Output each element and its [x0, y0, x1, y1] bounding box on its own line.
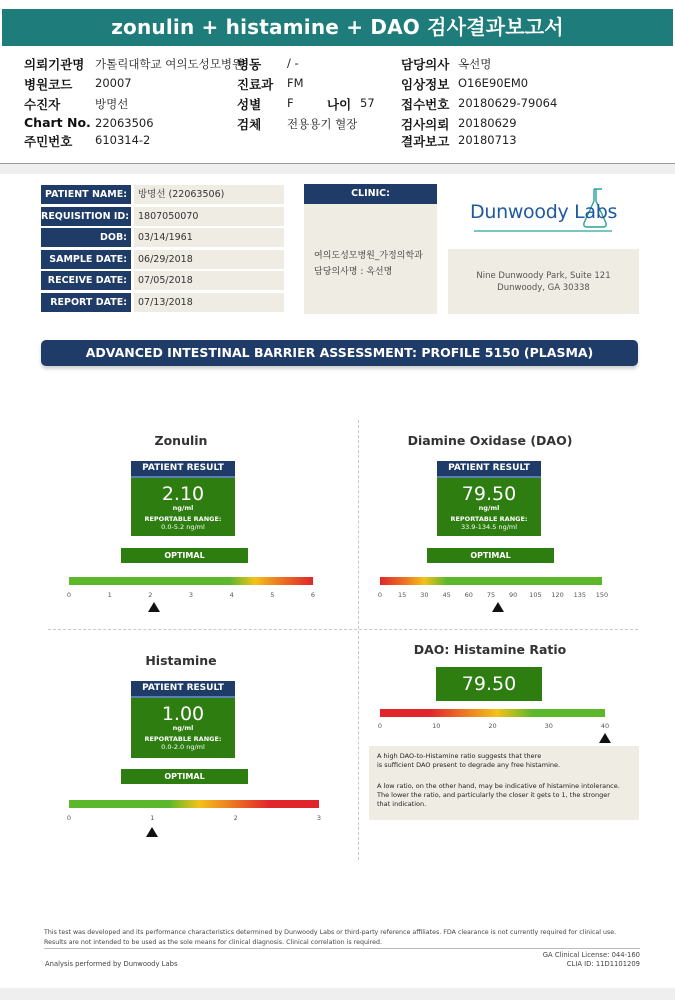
header-value-clinical-info: O16E90EM0: [458, 76, 529, 90]
histamine-tick-label: 1: [150, 814, 155, 822]
report-title: zonulin + histamine + DAO 검사결과보고서: [2, 9, 673, 46]
zonulin-title: Zonulin: [154, 433, 208, 448]
header-value-request-date: 20180629: [458, 116, 517, 130]
zonulin-tick-label: 1: [107, 591, 112, 599]
header-label-report-date: 결과보고: [401, 134, 450, 149]
header-label-specimen: 검체: [237, 117, 262, 132]
dao-tick-label: 150: [595, 591, 609, 599]
header-value-physician: 옥선명: [458, 57, 492, 71]
dao-tick-label: 15: [398, 591, 407, 599]
zonulin-tick-label: 3: [188, 591, 194, 599]
header-value-patient: 방명선: [95, 97, 129, 111]
header-label-department: 진료과: [237, 77, 274, 92]
panel-divider-horizontal: [48, 629, 638, 630]
zonulin-range: 0.0-5.2 ng/ml: [161, 523, 205, 531]
header-label-patient: 수진자: [24, 97, 61, 112]
clinic-physician: 담당의사명 : 옥선명: [314, 267, 393, 277]
zonulin-result-unit: ng/ml: [172, 504, 194, 512]
header-value-age: 57: [360, 96, 375, 110]
ratio-note-line: The lower the ratio, and particularly the closer it gets to 1, the stronger: [377, 791, 610, 799]
header-value-report-date: 20180713: [458, 133, 517, 147]
lab-address-line2: Dunwoody, GA 30338: [497, 283, 590, 293]
zonulin-status: OPTIMAL: [121, 548, 248, 563]
dao-tick-label: 45: [442, 591, 451, 599]
histamine-range: 0.0-2.0 ng/ml: [161, 743, 205, 751]
histamine-gauge-ticks: [66, 814, 322, 824]
histamine-result-unit: ng/ml: [172, 724, 194, 732]
patient-info-row: [41, 185, 284, 204]
ratio-result-value: 79.50: [461, 673, 517, 695]
footer-license: GA Clinical License: 044-160: [542, 951, 640, 959]
zonulin-tick-label: 2: [148, 591, 153, 599]
requisition-id-label: REQUISITION ID:: [41, 207, 131, 226]
ratio-tick-label: 30: [544, 722, 553, 730]
header-label-physician: 담당의사: [401, 57, 450, 72]
ratio-tick-label: 40: [600, 722, 610, 730]
header-label-ward: 병동: [237, 57, 262, 72]
footer-divider: [44, 948, 640, 949]
header-value-specimen: 전용용기 혈장: [287, 117, 358, 131]
zonulin-range-label: REPORTABLE RANGE:: [144, 515, 222, 523]
ratio-note-box: [369, 746, 639, 820]
dao-result-box: [437, 478, 541, 536]
histamine-marker: [146, 827, 158, 837]
zonulin-marker: [148, 602, 160, 612]
patient-info-row: [41, 228, 284, 247]
dob-value: 03/14/1961: [134, 228, 284, 247]
lab-logo: [468, 185, 618, 235]
ratio-tick-label: 10: [432, 722, 441, 730]
report-date-label: REPORT DATE:: [41, 293, 131, 312]
zonulin-result-box: [131, 478, 235, 536]
dao-title: Diamine Oxidase (DAO): [407, 433, 573, 448]
patient-info-row: [41, 293, 284, 312]
dao-status: OPTIMAL: [427, 548, 554, 563]
patient-name-label: PATIENT NAME:: [41, 185, 131, 204]
header-label-clinical-info: 임상정보: [401, 77, 450, 92]
dao-tick-label: 30: [420, 591, 429, 599]
dao-tick-label: 120: [551, 591, 564, 599]
ratio-note-line: A low ratio, on the other hand, may be indicative of histamine intolerance.: [377, 782, 620, 790]
ratio-title: DAO: Histamine Ratio: [413, 642, 567, 657]
zonulin-gauge-bar: [69, 577, 313, 585]
histamine-title: Histamine: [145, 653, 217, 668]
ratio-marker: [599, 733, 611, 743]
header-value-ward: / -: [287, 56, 299, 70]
histamine-tick-label: 2: [233, 814, 238, 822]
dao-result-label: PATIENT RESULT: [437, 461, 541, 478]
histamine-tick-label: 0: [66, 814, 72, 822]
header-value-hospital-code: 20007: [95, 76, 132, 90]
footer-clia: CLIA ID: 11D1101209: [566, 960, 640, 968]
header-value-receipt-no: 20180629-79064: [458, 96, 558, 110]
header-label-resident-no: 주민번호: [24, 134, 73, 149]
receive-date-value: 07/05/2018: [134, 271, 284, 290]
zonulin-tick-label: 0: [66, 591, 72, 599]
zonulin-result-value: 2.10: [161, 483, 205, 505]
ratio-gauge-bar: [380, 709, 605, 717]
clinic-box: [304, 204, 437, 314]
lab-address-line1: Nine Dunwoody Park, Suite 121: [476, 271, 611, 281]
histamine-gauge-bar: [69, 800, 319, 808]
patient-info-table: [41, 185, 284, 312]
dao-tick-label: 0: [377, 591, 383, 599]
dao-range-label: REPORTABLE RANGE:: [450, 515, 528, 523]
dao-tick-label: 75: [486, 591, 496, 599]
header-label-institution: 의뢰기관명: [24, 57, 85, 72]
dao-range: 33.9-134.5 ng/ml: [460, 523, 518, 531]
ratio-tick-label: 20: [488, 722, 497, 730]
page-bottom-band: [0, 988, 675, 1000]
histamine-tick-label: 3: [316, 814, 322, 822]
header-label-sex: 성별: [237, 97, 262, 112]
histamine-status: OPTIMAL: [121, 769, 248, 784]
clinic-label: CLINIC:: [304, 184, 437, 204]
patient-name-value: 방명선 (22063506): [134, 185, 284, 204]
patient-info-row: [41, 271, 284, 290]
patient-info-row: [41, 207, 284, 226]
dao-result-unit: ng/ml: [478, 504, 500, 512]
header-label-age: 나이: [327, 97, 352, 112]
dao-tick-label: 135: [573, 591, 587, 599]
histamine-result-value: 1.00: [161, 703, 205, 725]
panel-divider-vertical: [358, 420, 359, 860]
header-label-chart-no: Chart No.: [24, 115, 91, 130]
ratio-note-line: is sufficient DAO present to degrade any free histamine.: [377, 761, 561, 769]
ratio-result-box: [436, 667, 542, 701]
sample-date-value: 06/29/2018: [134, 250, 284, 269]
zonulin-tick-label: 4: [229, 591, 234, 599]
header-value-department: FM: [287, 76, 304, 90]
patient-info-row: [41, 250, 284, 269]
assessment-title: ADVANCED INTESTINAL BARRIER ASSESSMENT: PROFILE 5150 (PLASMA): [41, 340, 638, 366]
dao-tick-label: 60: [464, 591, 473, 599]
ratio-tick-label: 0: [377, 722, 383, 730]
section-band: [0, 164, 675, 174]
sample-date-label: SAMPLE DATE:: [41, 250, 131, 269]
dao-tick-label: 90: [509, 591, 518, 599]
dao-marker: [492, 602, 504, 612]
zonulin-gauge-ticks: [66, 591, 316, 601]
histamine-result-box: [131, 698, 235, 758]
header-value-resident-no: 610314-2: [95, 133, 151, 147]
requisition-id-value: 1807050070: [134, 207, 284, 226]
footer-disclaimer-line2: Results are not intended to be used as the sole means for clinical diagnosis. Clinical correlation is required.: [44, 939, 383, 946]
ratio-note-line: that indication.: [377, 800, 427, 808]
header-value-institution: 가톨릭대학교 여의도성모병원: [95, 57, 244, 71]
report-date-value: 07/13/2018: [134, 293, 284, 312]
zonulin-tick-label: 5: [270, 591, 275, 599]
footer-performed-by: Analysis performed by Dunwoody Labs: [45, 960, 178, 968]
footer-disclaimer-line1: This test was developed and its performance characteristics determined by Dunwoody Labs or third-party reference affiliates. FDA clearance is not currently required for clinical use.: [44, 929, 617, 936]
header-label-hospital-code: 병원코드: [24, 77, 73, 92]
dao-gauge-ticks: [377, 591, 609, 601]
histamine-result-label: PATIENT RESULT: [131, 681, 235, 698]
histamine-range-label: REPORTABLE RANGE:: [144, 735, 222, 743]
ratio-note-line: A high DAO-to-Histamine ratio suggests that there: [377, 752, 542, 760]
ratio-gauge-ticks: [377, 722, 610, 732]
header-value-sex: F: [287, 96, 294, 110]
clinic-department: 여의도성모병원_가정의학과: [314, 251, 423, 261]
header-label-request-date: 검사의뢰: [401, 117, 450, 132]
receive-date-label: RECEIVE DATE:: [41, 271, 131, 290]
lab-name: Dunwoody Labs: [470, 201, 618, 223]
header-value-chart-no: 22063506: [95, 116, 154, 130]
zonulin-result-label: PATIENT RESULT: [131, 461, 235, 478]
dob-label: DOB:: [41, 228, 131, 247]
lab-address-box: [448, 249, 639, 314]
dao-tick-label: 105: [529, 591, 542, 599]
dao-gauge-bar: [380, 577, 602, 585]
zonulin-tick-label: 6: [310, 591, 316, 599]
dao-result-value: 79.50: [461, 483, 517, 505]
header-label-receipt-no: 접수번호: [401, 97, 450, 112]
